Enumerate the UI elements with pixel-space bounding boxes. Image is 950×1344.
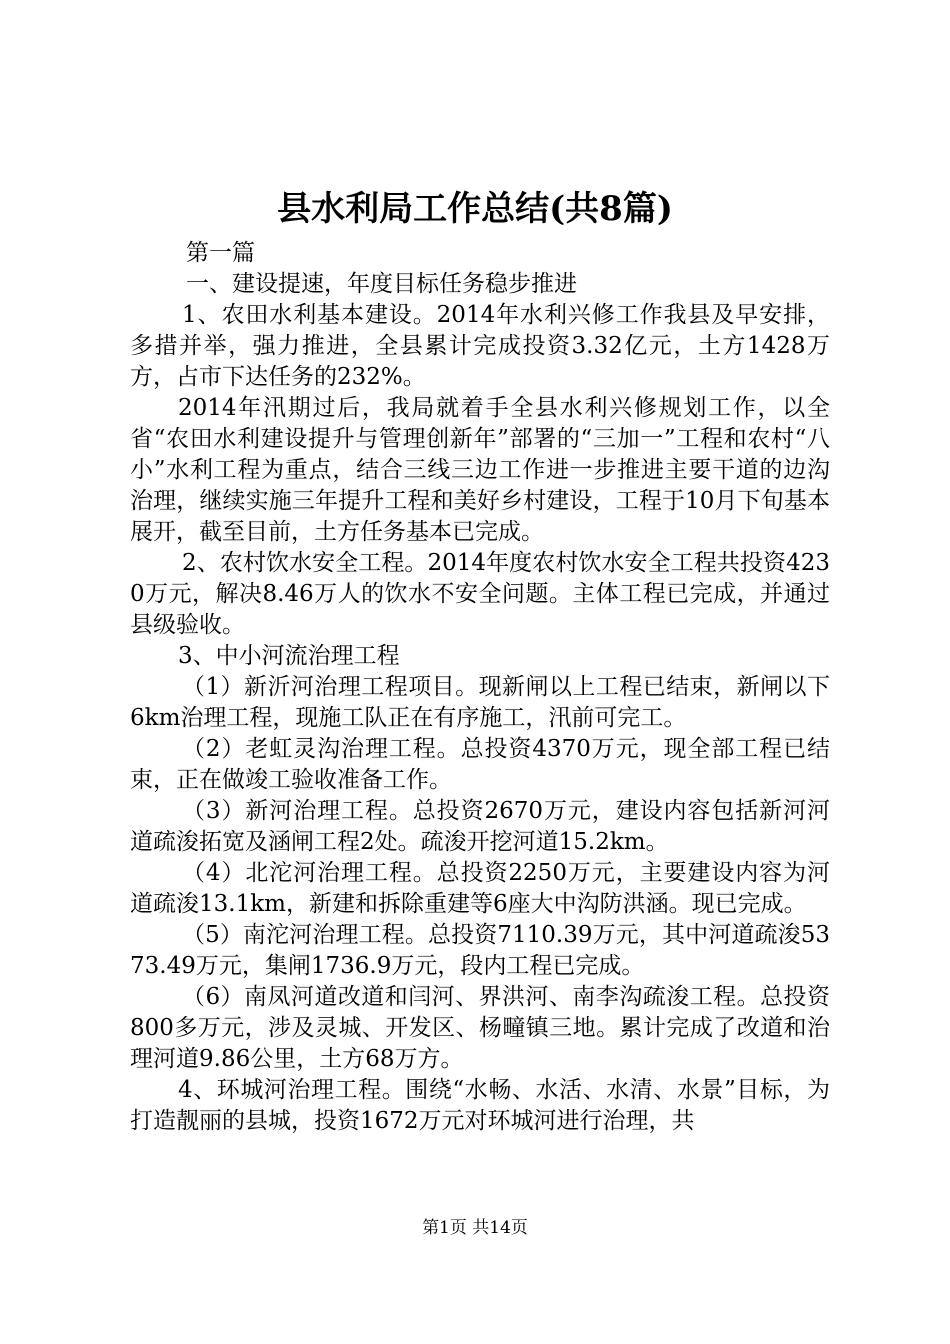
paragraph-heading-1: 一、建设提速，年度目标任务稳步推进 — [186, 271, 577, 297]
document-body — [130, 238, 830, 1137]
paragraph-ring-river: 4、环城河治理工程。围绕“水畅、水活、水清、水景”目标，为打造靓丽的县城，投资1672万元对环城河进行治理，共 — [130, 1077, 830, 1134]
page-title: 县水利局工作总结(共8篇) — [277, 189, 673, 229]
paragraph-item-5: （5）南沱河治理工程。总投资7110.39万元，其中河道疏浚5373.49万元，集闸1736.9万元，段内工程已完成。 — [130, 922, 830, 979]
paragraph-section-heading: 第一篇 — [186, 240, 255, 266]
paragraph-farmland: 1、农田水利基本建设。2014年水利兴修工作我县及早安排，多措并举，强力推进，全县累计完成投资3.32亿元，土方1428万方，占市下达任务的232%。 — [130, 302, 830, 390]
page-number-footer: 第1页 共14页 — [422, 1218, 528, 1238]
paragraph-drinking-water: 2、农村饮水安全工程。2014年度农村饮水安全工程共投资4230万元，解决8.46万人的饮水不安全问题。主体工程已完成，并通过县级验收。 — [130, 550, 830, 638]
paragraph-river-heading: 3、中小河流治理工程 — [178, 643, 400, 669]
paragraph-flood-season: 2014年汛期过后，我局就着手全县水利兴修规划工作，以全省“农田水利建设提升与管理创新年”部署的“三加一”工程和农村“八小”水利工程为重点，结合三线三边工作进一步推进主要干道的边沟治理，继续实施三年提升工程和美好乡村建设，工程于10月下旬基本展开，截至目前，土方任务基本已完成。 — [130, 395, 830, 545]
paragraph-item-6: （6）南凤河道改道和闫河、界洪河、南李沟疏浚工程。总投资800多万元，涉及灵城、开发区、杨疃镇三地。累计完成了改道和治理河道9.86公里，土方68万方。 — [130, 984, 830, 1072]
paragraph-item-3: （3）新河治理工程。总投资2670万元，建设内容包括新河河道疏浚拓宽及涵闸工程2处。疏浚开挖河道15.2km。 — [130, 798, 830, 855]
paragraph-item-1: （1）新沂河治理工程项目。现新闸以上工程已结束，新闸以下6km治理工程，现施工队正在有序施工，汛前可完工。 — [130, 674, 830, 731]
paragraph-item-2: （2）老虹灵沟治理工程。总投资4370万元，现全部工程已结束，正在做竣工验收准备工作。 — [130, 736, 830, 793]
paragraph-item-4: （4）北沱河治理工程。总投资2250万元，主要建设内容为河道疏浚13.1km，新建和拆除重建等6座大中沟防洪涵。现已完成。 — [130, 860, 830, 917]
